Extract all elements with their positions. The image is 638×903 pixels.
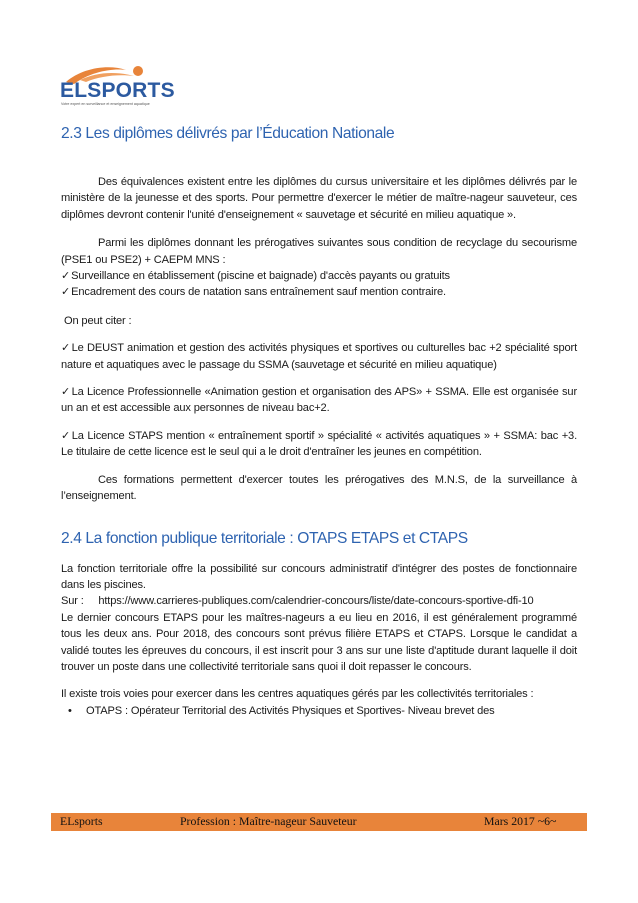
paragraph-formations: Ces formations permettent d'exercer toutes les prérogatives des M.N.S, de la surveillance à l’enseignement. [61,473,577,503]
footer-brand: ELsports [60,814,103,828]
check-icon: ✓ [61,429,71,442]
check-icon: ✓ [61,386,71,399]
concours-link[interactable]: Sur : https://www.carrieres-publiques.com/calendrier-concours/liste/date-concours-sportive-dfi-10 [61,595,534,608]
paragraph-trois-voies: Il existe trois voies pour exercer dans les centres aquatiques gérés par les collectivités territoriales : [61,688,534,701]
check-icon: ✓ [61,286,71,299]
paragraph-equivalences: Des équivalences existent entre les diplômes du cursus universitaire et les diplômes délivrés par le ministère de la jeunesse et des sports. Pour permettre d'exercer le métier de maître-nageur sauveteur, ces diplômes devront contenir l'unité d'enseignement « sauvetage et sécurité en milieu aquatique ». [61,176,577,221]
diploma-item-licence-pro: ✓La Licence Professionnelle «Animation gestion et organisation des APS» + SSMA. Elle est organisée sur un an et est accessible aux personnes de niveau bac+2. [61,386,577,415]
check-icon: ✓ [61,342,71,355]
paragraph-concours-etaps: Le dernier concours ETAPS pour les maîtres-nageurs a eu lieu en 2016, il est généralement programmé tous les deux ans. Pour 2018, des concours sont prévus filière ETAPS et CTAPS. Lorsque le candidat a validé toutes les épreuves du concours, il est inscrit pour 3 ans sur une liste d'aptitude durant laquelle il doit trouver un poste dans une collectivité territoriale sans quoi il doit repasser le concours. [61,611,577,673]
bullet-icon: • [68,704,72,717]
elsports-logo [60,62,175,110]
diploma-item-deust: ✓Le DEUST animation et gestion des activités physiques et sportives ou culturelles bac +2 spécialité sport nature et aquatiques avec le passage du SSMA (sauvetage et sécurité en milieu aquatique) [61,342,577,371]
logo-wordmark: ELSPORTS [60,79,175,102]
voies-list [61,703,577,719]
paragraph-fonction-territoriale: La fonction territoriale offre la possibilité sur concours administratif d'intégrer des postes de fonctionnaire dans les piscines. [61,562,577,591]
list-item: • OTAPS : Opérateur Territorial des Activités Physiques et Sportives- Niveau brevet des [86,703,577,719]
section-heading-2-4: 2.4 La fonction publique territoriale : OTAPS ETAPS et CTAPS [61,529,468,547]
page-footer [51,813,587,831]
logo-tagline: Votre expert en surveillance et enseignement aquatique [61,102,150,106]
paragraph-on-peut-citer: On peut citer : [64,314,132,327]
check-item-surveillance: ✓Surveillance en établissement (piscine et baignade) d'accès payants ou gratuits [61,270,450,283]
footer-profession: Profession : Maître-nageur Sauveteur [180,814,357,828]
paragraph-prerogatives: Parmi les diplômes donnant les prérogatives suivantes sous condition de recyclage du secourisme (PSE1 ou PSE2) + CAEPM MNS : [61,237,577,266]
section-heading-2-3: 2.3 Les diplômes délivrés par l’Éducation Nationale [61,125,395,142]
footer-page-date: Mars 2017 ~6~ [484,814,557,828]
diploma-item-licence-staps: ✓La Licence STAPS mention « entraînement sportif » spécialité « activités aquatiques » + SSMA: bac +3. Le titulaire de cette licence est le seul qui a le droit d'entraîner les jeunes en compétition. [61,429,577,459]
check-icon: ✓ [61,270,71,283]
main-content [61,124,577,719]
check-item-encadrement: ✓Encadrement des cours de natation sans entraînement sauf mention contraire. [61,286,446,299]
